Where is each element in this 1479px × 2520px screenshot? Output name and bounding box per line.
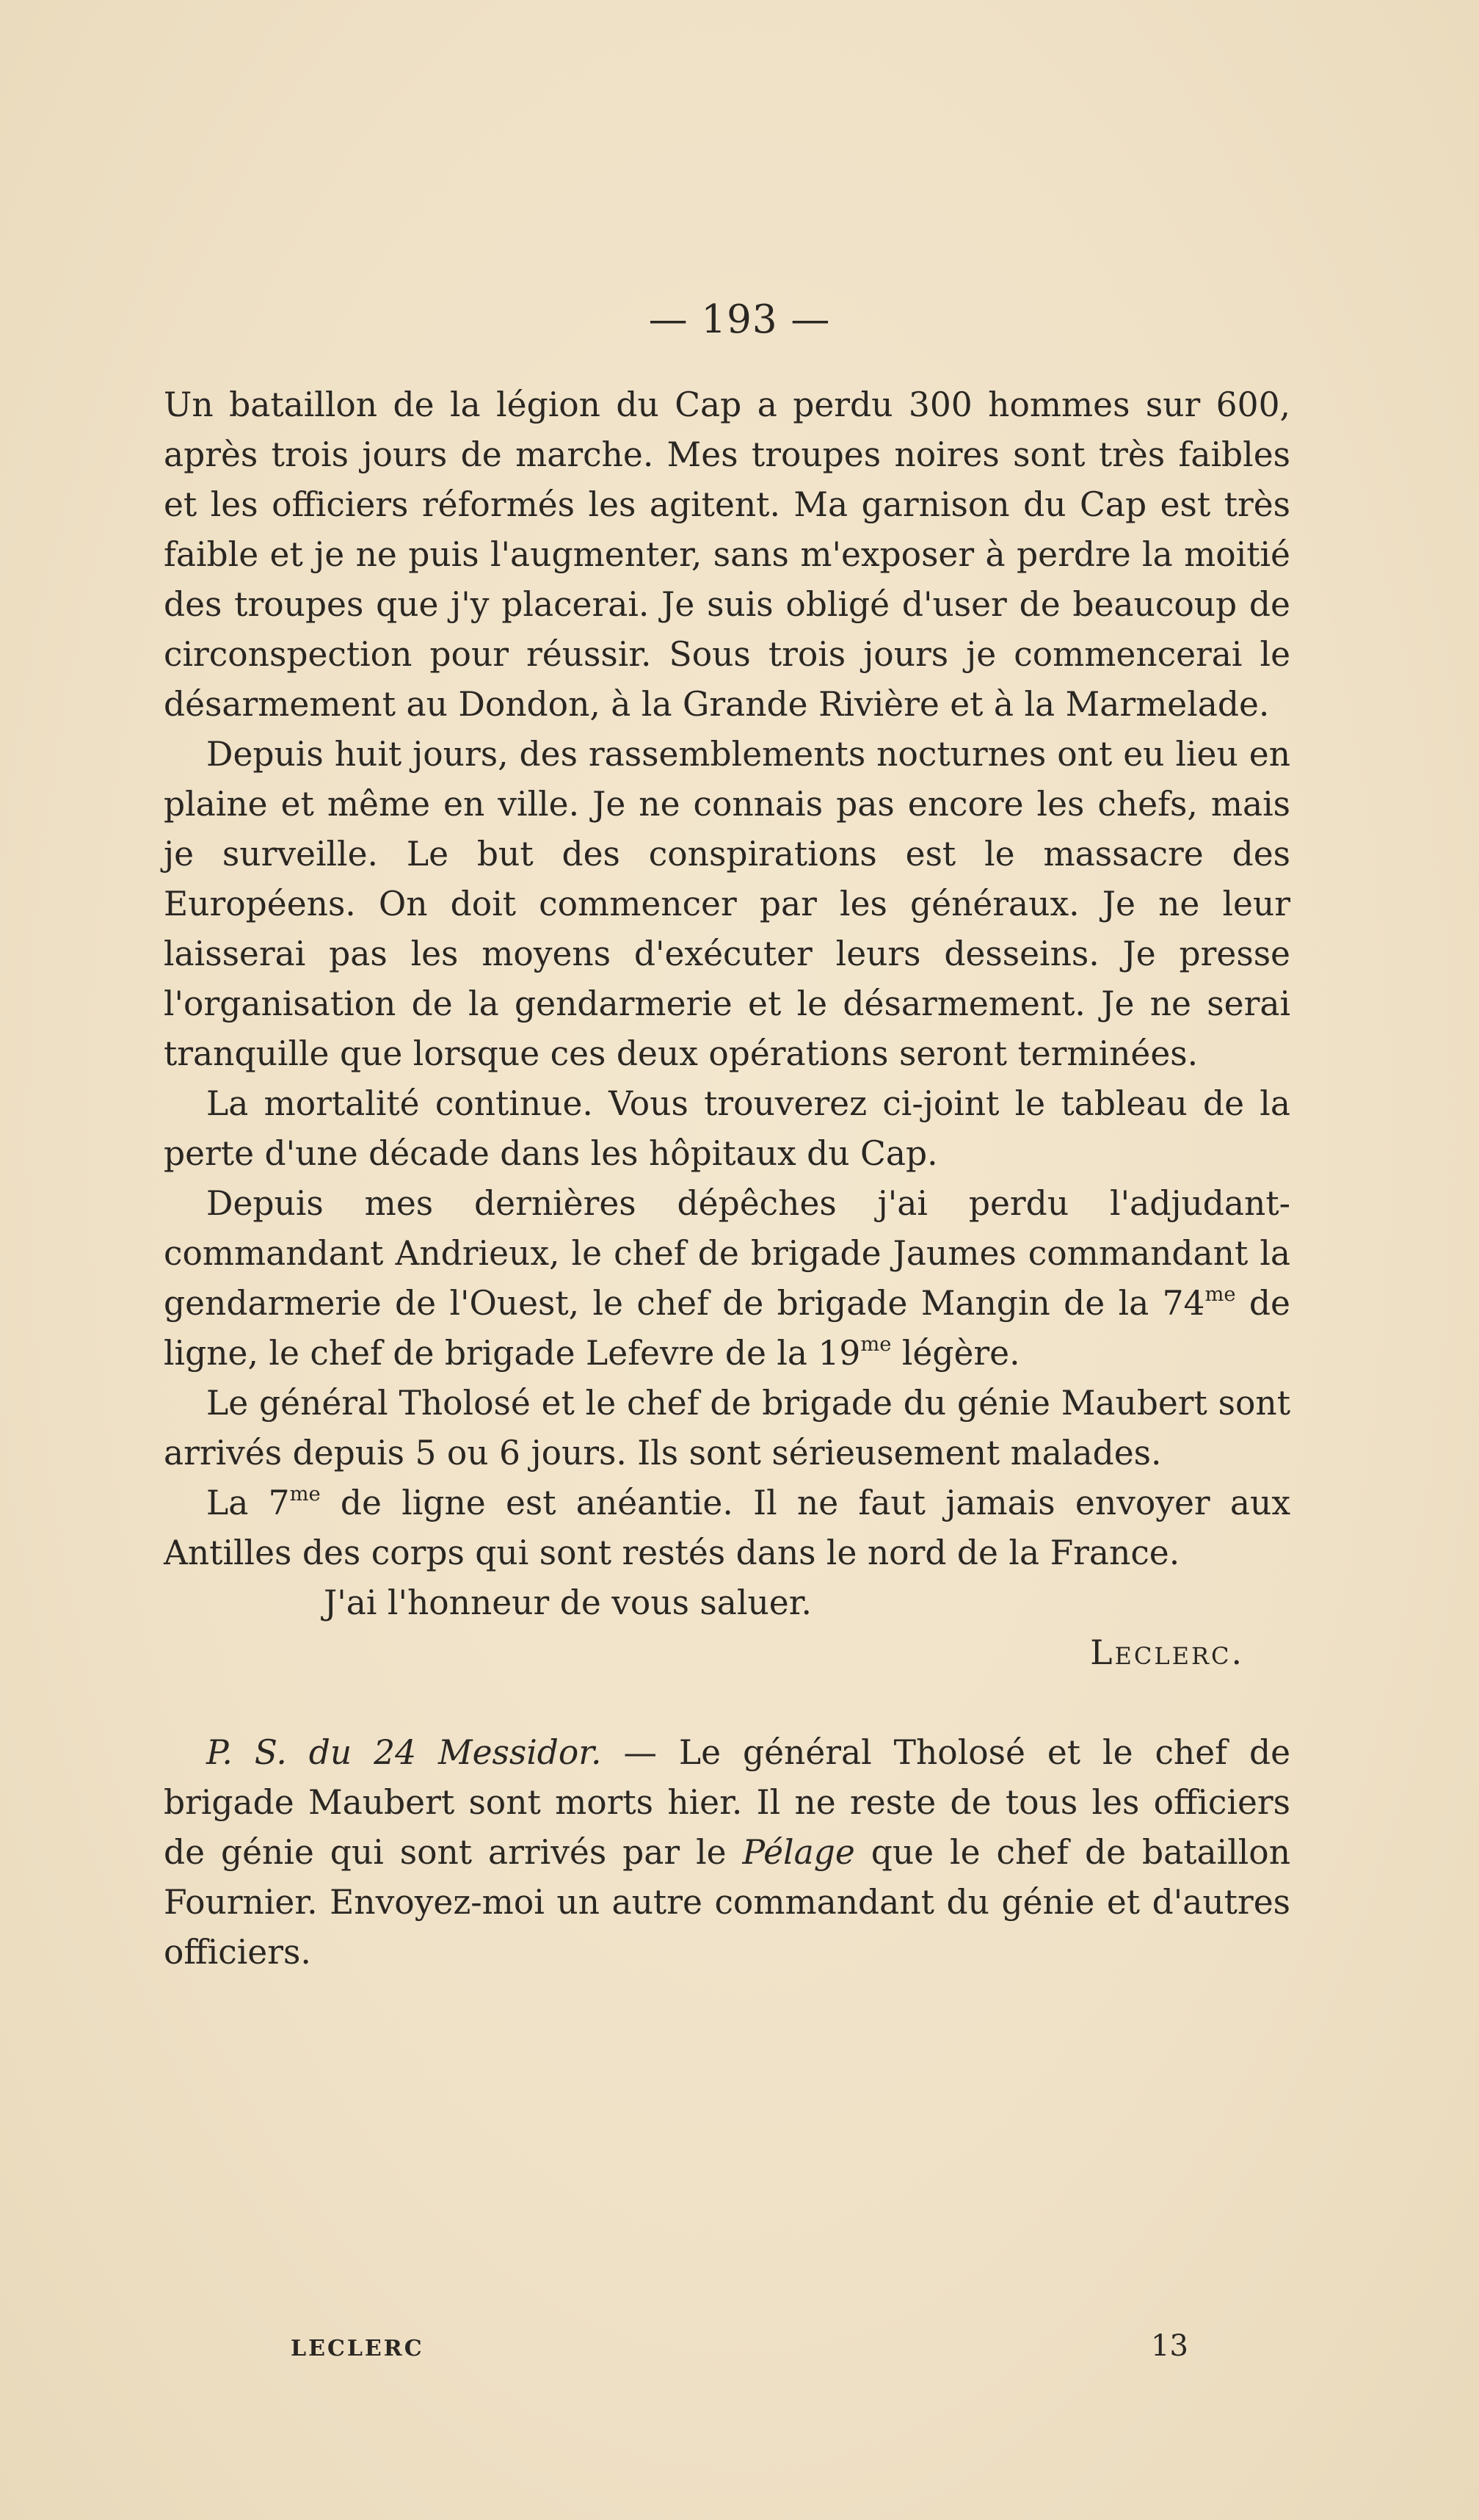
paragraph-6-part-1: La 7 — [206, 1484, 290, 1522]
footer-sheet-number: 13 — [1151, 2329, 1188, 2363]
postscript — [164, 1728, 1290, 1978]
paragraph-6-part-2: de ligne est anéantie. Il ne faut jamais envoyer aux Antilles des corps qui sont restés dans le nord de la France. — [164, 1484, 1290, 1572]
paragraph-4 — [164, 1179, 1290, 1379]
closing-salutation: J'ai l'honneur de vous saluer. — [324, 1583, 812, 1622]
page-number-header: — 193 — — [648, 297, 831, 342]
paragraph-5: Le général Tholosé et le chef de brigade du génie Maubert sont arrivés depuis 5 ou 6 jours. Ils sont sérieusement malades. — [164, 1384, 1290, 1473]
paragraph-1: Un bataillon de la légion du Cap a perdu 300 hommes sur 600, après trois jours de marche. Mes troupes noires sont très faibles et les officiers réformés les agitent. Ma garnison du Cap est très faible et je ne puis l'augmenter, sans m'exposer à perdre la moitié des troupes que j'y placerai. Je suis obligé d'user de beaucoup de circonspection pour réussir. Sous trois jours je commencerai le désarmement au Dondon, à la Grande Rivière et à la Marmelade. — [164, 385, 1290, 724]
paragraph-4-part-3: légère. — [891, 1334, 1020, 1373]
footer-signature-mark: LECLERC — [291, 2336, 424, 2361]
ship-name: Pélage — [742, 1833, 855, 1872]
paragraph-4-part-1: Depuis mes dernières dépêches j'ai perdu l'adjudant-commandant Andrieux, le chef de brigade Jaumes commandant la gendarmerie de l'Ouest, le chef de brigade Mangin de la 74 — [164, 1184, 1290, 1323]
superscript-me-19: me — [860, 1333, 892, 1357]
postscript-part-1: — Le général Tholosé et le chef de brigade Maubert sont morts hier. Il ne reste de tous les officiers de génie qui sont arrivés par le — [164, 1733, 1290, 1872]
paragraph-4-part-2: de ligne, le chef de brigade Lefevre de la 19 — [164, 1284, 1290, 1373]
letter-body — [164, 380, 1290, 1978]
postscript-lead: P. S. du 24 Messidor. — [206, 1733, 602, 1772]
signature: Leclerc. — [1090, 1633, 1244, 1672]
paragraph-2: Depuis huit jours, des rassemblements nocturnes ont eu lieu en plaine et même en ville. Je ne connais pas encore les chefs, mais je surveille. Le but des conspirations est le massacre des Européens. On doit commencer par les généraux. Je ne leur laisserai pas les moyens d'exécuter leurs desseins. Je presse l'organisation de la gendarmerie et le désarmement. Je ne serai tranquille que lorsque ces deux opérations seront terminées. — [164, 735, 1290, 1073]
postscript-part-2: que le chef de bataillon Fournier. Envoyez-moi un autre commandant du génie et d'autres officiers. — [164, 1833, 1290, 1972]
superscript-me-7: me — [289, 1483, 321, 1506]
superscript-me-74: me — [1204, 1283, 1236, 1307]
paragraph-6 — [164, 1478, 1290, 1578]
section-spacer — [164, 1678, 1290, 1728]
paragraph-3: La mortalité continue. Vous trouverez ci-joint le tableau de la perte d'une décade dans les hôpitaux du Cap. — [164, 1084, 1290, 1173]
